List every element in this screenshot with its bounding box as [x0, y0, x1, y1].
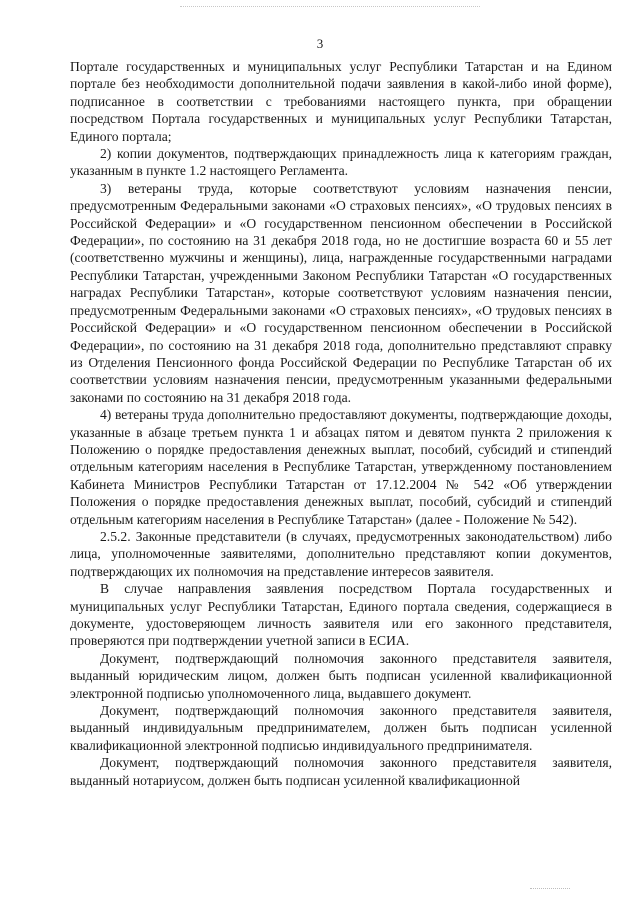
- paragraph-legal-entity: Документ, подтверждающий полномочия законного представителя заявителя, выданный юридическим лицом, должен быть подписан усиленной квалификационной электронной подписью уполномоченного лица, выдавшего документ.: [70, 650, 612, 701]
- paragraph-item-4: 4) ветераны труда дополнительно предоставляют документы, подтверждающие доходы, указанные в абзаце третьем пункта 1 и абзацах пятом и девятом пункта 2 приложения к Положению о порядке предоставления денежных выплат, пособий, субсидий и стипендий отдельным категориям населения в Республике Татарстан, утвержденному постановлением Кабинета Министров Республики Татарстан от 17.12.2004 № 542 «Об утверждении Положения о порядке предоставления денежных выплат, пособий, субсидий и стипендий отдельным категориям населения в Республике Татарстан» (далее - Положение № 542).: [70, 407, 612, 527]
- paragraph-item-3: 3) ветераны труда, которые соответствуют условиям назначения пенсии, предусмотренным Федеральными законами «О страховых пенсиях», «О трудовых пенсиях в Российской Федерации» и «О государственном пенсионном обеспечении в Российской Федерации», по состоянию на 31 декабря 2018 года, но не достигшие возраста 60 и 55 лет (соответственно мужчины и женщины), лица, награжденные государственными наградами Республики Татарстан, учрежденными Законом Республики Татарстан «О государственных наградах Республики Татарстан», которые соответствуют условиям назначения пенсии, предусмотренным Федеральными законами «О страховых пенсиях», «О трудовых пенсиях в Российской Федерации» и «О государственном пенсионном обеспечении в Российской Федерации», по состоянию на 31 декабря 2018 года, дополнительно представляют справку из Отделения Пенсионного фонда Российской Федерации по Республике Татарстан об их соответствии условиям назначения пенсии, предусмотренным указанными федеральными законами по состоянию на 31 декабря 2018 года.: [70, 180, 612, 405]
- document-body: [70, 58, 612, 789]
- paragraph-continuation: Портале государственных и муниципальных услуг Республики Татарстан и на Едином портале без необходимости дополнительной подачи заявления в какой-либо иной форме), подписанное в соответствии с требованиями настоящего пункта, при обращении посредством Портала государственных и муниципальных услуг Республики Татарстан, Единого портала;: [70, 59, 612, 144]
- scan-artifact-top: [180, 6, 480, 13]
- paragraph-2-5-2: 2.5.2. Законные представители (в случаях, предусмотренных законодательством) либо лица, уполномоченные заявителями, дополнительно представляют копии документов, подтверждающих их полномочия на представление интересов заявителя.: [70, 528, 612, 579]
- paragraph-notary: Документ, подтверждающий полномочия законного представителя заявителя, выданный нотариусом, должен быть подписан усиленной квалификационной: [70, 755, 612, 788]
- paragraph-entrepreneur: Документ, подтверждающий полномочия законного представителя заявителя, выданный индивидуальным предпринимателем, должен быть подписан усиленной квалификационной электронной подписью индивидуального предпринимателя.: [70, 703, 612, 753]
- scan-artifact-bottom: [530, 888, 570, 891]
- paragraph-portal-case: В случае направления заявления посредством Портала государственных и муниципальных услуг Республики Татарстан, Единого портала сведения, содержащиеся в документе, удостоверяющем личность заявителя или его законного представителя, проверяются при подтверждении учетной записи в ЕСИА.: [70, 581, 612, 649]
- page-number: 3: [316, 36, 324, 51]
- paragraph-item-2: 2) копии документов, подтверждающих принадлежность лица к категориям граждан, указанным в пункте 1.2 настоящего Регламента.: [70, 146, 612, 179]
